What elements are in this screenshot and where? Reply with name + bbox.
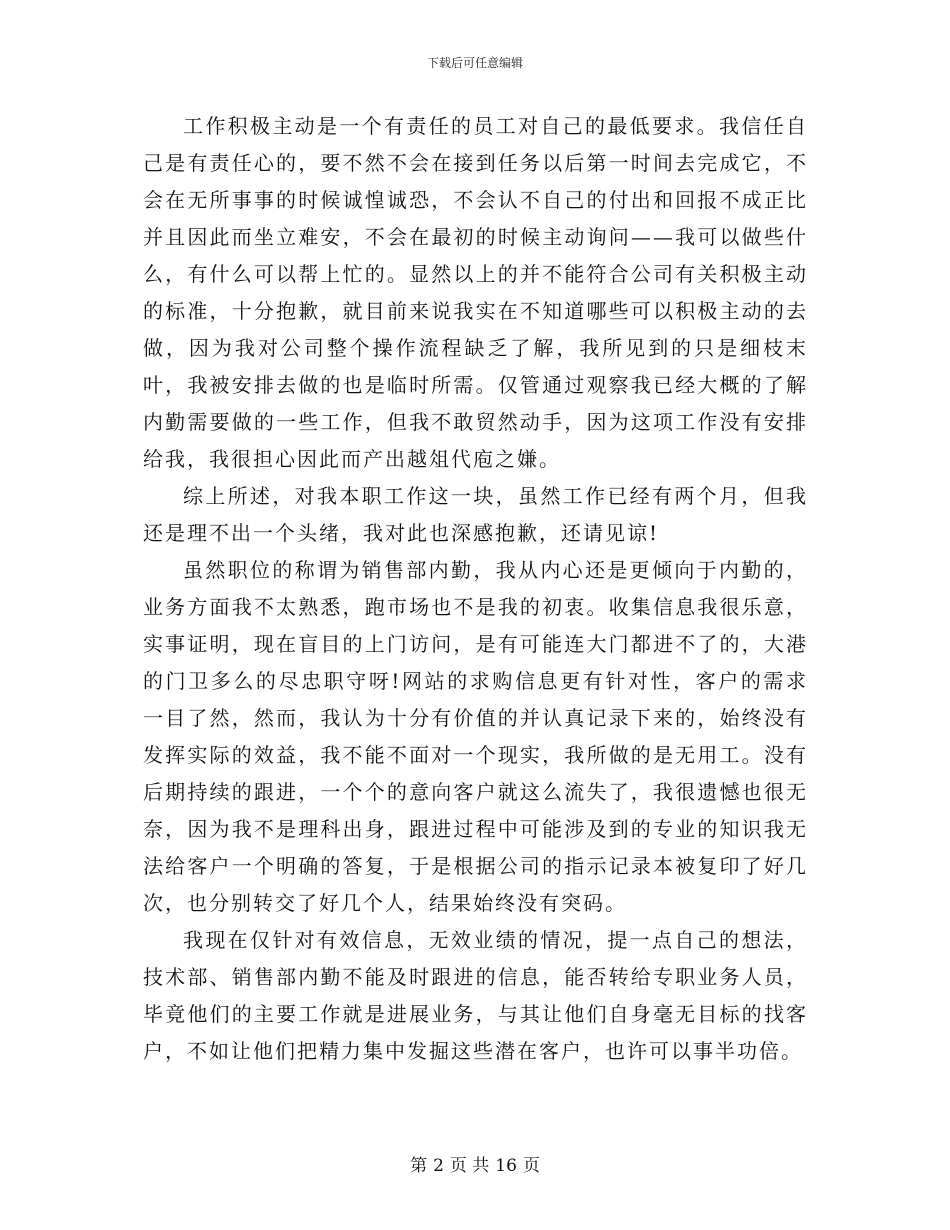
document-body <box>143 108 808 1070</box>
footer-suffix: 页 <box>522 1156 540 1176</box>
paragraph-1: 工作积极主动是一个有责任的员工对自己的最低要求。我信任自己是有责任心的，要不然不会在接到任务以后第一时间去完成它，不会在无所事事的时候诚惶诚恐，不会认不自己的付出和回报不成正比并且因此而坐立难安，不会在最初的时候主动询问——我可以做些什么，有什么可以帮上忙的。显然以上的并不能符合公司有关积极主动的标准，十分抱歉，就目前来说我实在不知道哪些可以积极主动的去做，因为我对公司整个操作流程缺乏了解，我所见到的只是细枝末叶，我被安排去做的也是临时所需。仅管通过观察我已经大概的了解内勤需要做的一些工作，但我不敢贸然动手，因为这项工作没有安排给我，我很担心因此而产出越俎代庖之嫌。 <box>143 114 808 471</box>
paragraph-2: 综上所述，对我本职工作这一块，虽然工作已经有两个月，但我还是理不出一个头绪，我对此也深感抱歉，还请见谅! <box>143 484 808 545</box>
footer-prefix: 第 <box>410 1156 428 1176</box>
paragraph-3: 虽然职位的称谓为销售部内勤，我从内心还是更倾向于内勤的，业务方面我不太熟悉，跑市场也不是我的初衷。收集信息我很乐意，实事证明，现在盲目的上门访问，是有可能连大门都进不了的，大港的门卫多么的尽忠职守呀!网站的求购信息更有针对性，客户的需求一目了然，然而，我认为十分有价值的并认真记录下来的，始终没有发挥实际的效益，我不能不面对一个现实，我所做的是无用工。没有后期持续的跟进，一个个的意向客户就这么流失了，我很遗憾也很无奈，因为我不是理科出身，跟进过程中可能涉及到的专业的知识我无法给客户一个明确的答复，于是根据公司的指示记录本被复印了好几次，也分别转交了好几个人，结果始终没有突码。 <box>143 558 808 915</box>
paragraph-4: 我现在仅针对有效信息，无效业绩的情况，提一点自己的想法，技术部、销售部内勤不能及时跟进的信息，能否转给专职业务人员，毕竟他们的主要工作就是进展业务，与其让他们自身毫无目标的找客户，不如让他们把精力集中发掘这些潜在客户，也许可以事半功倍。 <box>143 928 808 1063</box>
page-header: 下载后可任意编辑 <box>426 56 523 70</box>
total-pages: 16 <box>495 1156 517 1176</box>
page-footer <box>0 1155 950 1177</box>
footer-middle: 页 共 <box>449 1156 490 1176</box>
page-number: 2 <box>433 1156 444 1176</box>
